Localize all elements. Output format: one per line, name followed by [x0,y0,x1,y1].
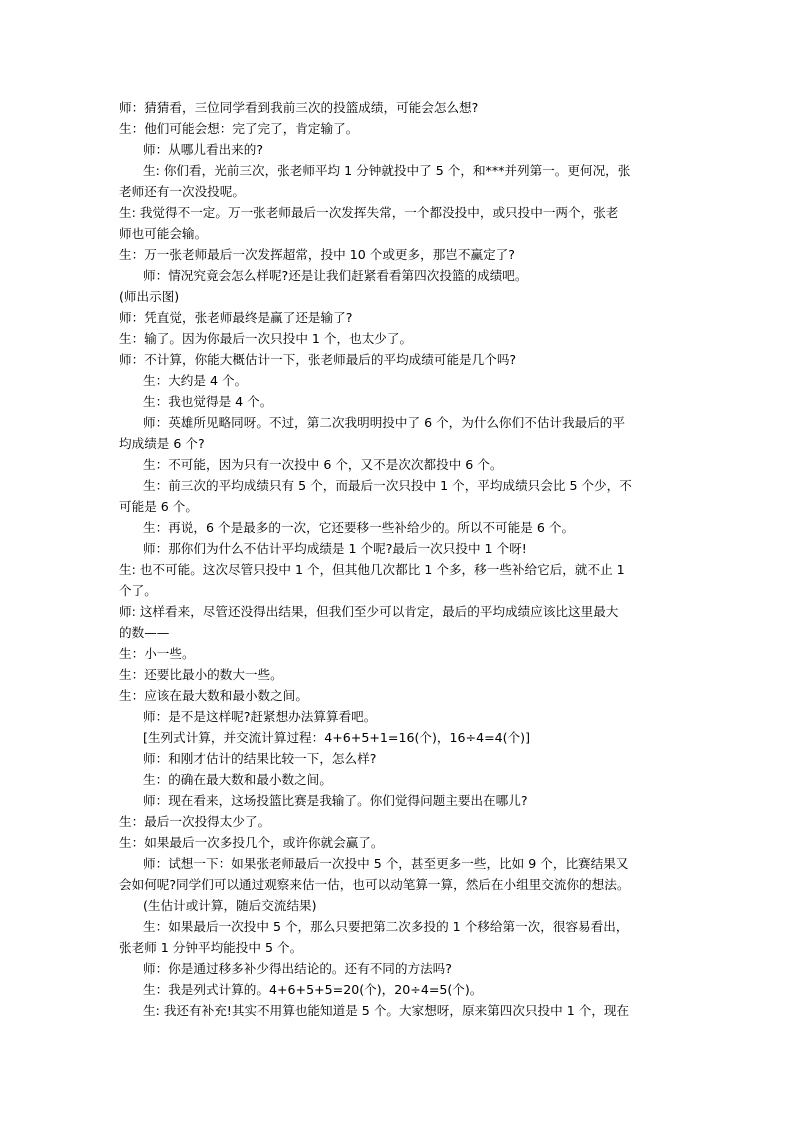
text-line: 生: 我觉得不一定。万一张老师最后一次发挥失常，一个都没投中，或只投中一两个，张老 [119,205,619,220]
text-line: 均成绩是 6 个? [119,436,205,451]
text-line: 师：不计算，你能大概估计一下，张老师最后的平均成绩可能是几个吗? [119,352,517,367]
text-line: [生列式计算，并交流计算过程：4+6+5+1=16(个)，16÷4=4(个)] [143,730,531,745]
text-line: 生: 也不可能。这次尽管只投中 1 个，但其他几次都比 1 个多，移一些补给它后，就不止 1 [119,562,625,577]
document-body [119,97,679,1021]
text-line: 生：不可能，因为只有一次投中 6 个，又不是次次都投中 6 个。 [143,457,503,472]
text-line: 师: 这样看来，尽管还没得出结果，但我们至少可以肯定，最后的平均成绩应该比这里最大 [119,604,619,619]
text-line: 生：如果最后一次多投几个，或许你就会赢了。 [119,835,384,850]
text-line: 师：从哪儿看出来的? [143,142,264,157]
text-line: 师：英雄所见略同呀。不过，第二次我明明投中了 6 个，为什么你们不估计我最后的平 [143,415,625,430]
text-line: 生：应该在最大数和最小数之间。 [119,688,308,703]
text-line: 生: 我还有补充!其实不用算也能知道是 5 个。大家想呀，原来第四次只投中 1 个，现在 [143,1003,630,1018]
text-line: 会如何呢?同学们可以通过观察来估一估，也可以动笔算一算，然后在小组里交流你的想法。 [119,877,630,892]
text-line: 生：前三次的平均成绩只有 5 个，而最后一次只投中 1 个，平均成绩只会比 5 个少，不 [143,478,632,493]
text-line: 师：现在看来，这场投篮比赛是我输了。你们觉得问题主要出在哪儿? [143,793,528,808]
text-line: 的数—— [119,625,170,640]
text-line: 生：还要比最小的数大一些。 [119,667,283,682]
text-line: 师：凭直觉，张老师最终是赢了还是输了? [119,310,353,325]
text-line: 师：情况究竟会怎么样呢?还是让我们赶紧看看第四次投篮的成绩吧。 [143,268,528,283]
text-line: 生：小一些。 [119,646,195,661]
text-line: 张老师 1 分钟平均能投中 5 个。 [119,940,303,955]
text-line: 生：的确在最大数和最小数之间。 [143,772,332,787]
text-line: 师：那你们为什么不估计平均成绩是 1 个呢?最后一次只投中 1 个呀! [143,541,527,556]
text-line: 生：再说，6 个是最多的一次，它还要移一些补给少的。所以不可能是 6 个。 [143,520,575,535]
text-line: 师也可能会输。 [119,226,208,241]
text-line: 生：如果最后一次投中 5 个，那么只要把第二次多投的 1 个移给第一次，很容易看出， [143,919,629,934]
text-line: (师出示图) [119,289,180,304]
text-line: 生：我也觉得是 4 个。 [143,394,273,409]
text-line: 师：和刚才估计的结果比较一下，怎么样? [143,751,377,766]
text-line: 生：他们可能会想：完了完了，肯定输了。 [119,121,359,136]
text-line: (生估计或计算，随后交流结果) [143,898,317,913]
text-line: 生：我是列式计算的。4+6+5+5=20(个)，20÷4=5(个)。 [143,982,483,997]
text-line: 师：是不是这样呢?赶紧想办法算算看吧。 [143,709,377,724]
text-line: 生：最后一次投得太少了。 [119,814,271,829]
text-line: 可能是 6 个。 [119,499,198,514]
text-line: 生：万一张老师最后一次发挥超常，投中 10 个或更多，那岂不赢定了? [119,247,515,262]
text-line: 生：大约是 4 个。 [143,373,248,388]
text-line: 师：猜猜看，三位同学看到我前三次的投篮成绩，可能会怎么想? [119,100,479,115]
text-line: 生：输了。因为你最后一次只投中 1 个，也太少了。 [119,331,413,346]
text-line: 师：试想一下：如果张老师最后一次投中 5 个，甚至更多一些，比如 9 个，比赛结果又 [143,856,629,871]
text-line: 老师还有一次没投呢。 [119,184,245,199]
text-line: 师：你是通过移多补少得出结论的。还有不同的方法吗? [143,961,452,976]
text-line: 个了。 [119,583,157,598]
text-line: 生: 你们看，光前三次，张老师平均 1 分钟就投中了 5 个，和***并列第一。更何况，张 [143,163,631,178]
